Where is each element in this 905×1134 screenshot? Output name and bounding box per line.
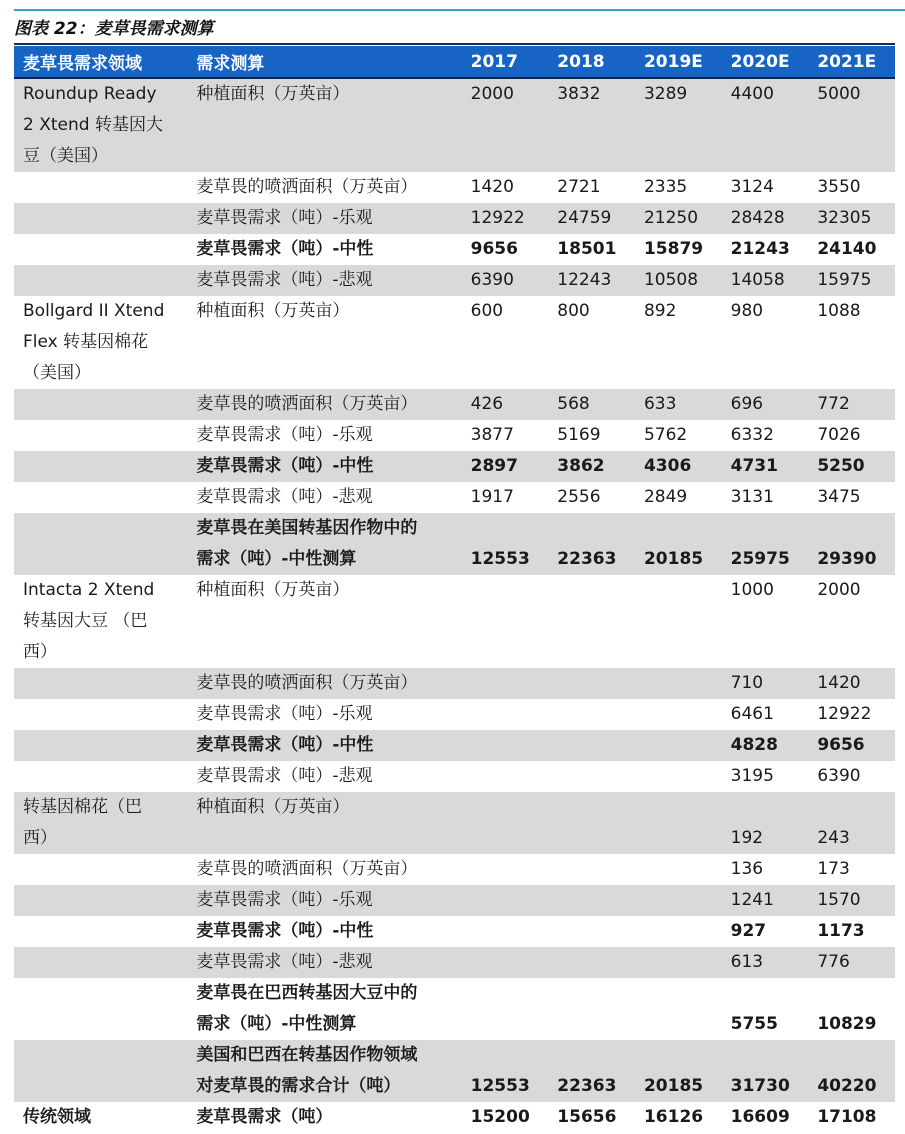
value-cell	[462, 947, 549, 978]
domain-cell	[14, 296, 187, 389]
value-cell: 3131	[730, 487, 774, 507]
calc-cell	[187, 420, 461, 451]
value-cell	[548, 575, 635, 668]
value-cell	[462, 885, 549, 916]
value-cell: 980	[730, 301, 764, 321]
value-cell: 12922	[462, 203, 549, 234]
value-cell	[635, 792, 722, 854]
calc-cell-line: 麦草畏的喷洒面积（万英亩）	[196, 177, 418, 197]
value-cell: 3124	[730, 177, 774, 197]
domain-cell	[14, 389, 187, 420]
domain-cell-line: Roundup Ready	[23, 84, 157, 104]
calc-cell-line: 麦草畏需求（吨）-悲观	[196, 270, 373, 290]
value-cell: 5250	[808, 451, 895, 482]
value-cell: 1420	[808, 668, 895, 699]
table-row	[14, 699, 895, 730]
domain-cell	[14, 513, 187, 575]
table-row	[14, 947, 895, 978]
domain-cell	[14, 78, 187, 172]
calc-cell-line: 种植面积（万英亩）	[196, 797, 350, 817]
value-cell: 3832	[548, 78, 635, 172]
domain-cell	[14, 947, 187, 978]
header-2021e: 2021E	[808, 46, 895, 78]
value-cell: 7026	[817, 425, 861, 445]
domain-cell	[14, 172, 187, 203]
value-cell: 5755	[730, 1014, 778, 1034]
value-cell	[462, 761, 549, 792]
value-cell	[462, 730, 549, 761]
value-cell	[635, 885, 722, 916]
domain-cell-line: 转基因大豆 （巴	[23, 611, 148, 631]
value-cell	[635, 854, 722, 885]
header-2019e: 2019E	[635, 46, 722, 78]
calc-cell-line: 麦草畏需求（吨）-乐观	[196, 208, 373, 228]
value-cell: 15879	[643, 239, 704, 259]
value-cell	[548, 761, 635, 792]
value-cell: 18501	[557, 239, 617, 259]
value-cell: 6390	[817, 766, 861, 786]
domain-cell-line: 豆（美国）	[23, 146, 108, 166]
value-cell: 12243	[548, 265, 635, 296]
value-cell	[635, 730, 722, 761]
value-cell: 776	[808, 947, 895, 978]
value-cell: 2556	[557, 487, 601, 507]
value-cell	[548, 730, 635, 761]
value-cell: 12553	[462, 513, 549, 575]
top-rule	[14, 9, 905, 11]
value-cell	[548, 916, 635, 947]
value-cell: 1241	[722, 885, 809, 916]
value-cell: 20185	[635, 1040, 722, 1102]
domain-cell	[14, 792, 187, 854]
value-cell	[635, 947, 722, 978]
calc-cell	[187, 1102, 461, 1133]
value-cell: 15656	[557, 1107, 617, 1127]
value-cell: 21250	[635, 203, 722, 234]
domain-cell-line: 西）	[23, 642, 57, 662]
domain-cell	[14, 203, 187, 234]
value-cell: 2335	[643, 177, 688, 197]
value-cell: 2849	[643, 487, 688, 507]
calc-cell	[187, 668, 461, 699]
calc-cell-line: 对麦草畏的需求合计（吨）	[196, 1076, 401, 1096]
table-row	[14, 265, 895, 296]
table-row	[14, 1102, 895, 1133]
domain-cell	[14, 1102, 187, 1133]
table-row	[14, 172, 895, 203]
domain-cell-line: 西）	[23, 828, 57, 848]
calc-cell-line: 麦草畏需求（吨）-中性	[196, 921, 374, 941]
value-cell: 173	[817, 859, 850, 879]
value-cell: 1917	[470, 487, 514, 507]
value-cell: 927	[730, 921, 767, 941]
value-cell: 9656	[808, 730, 895, 761]
value-cell: 31730	[722, 1040, 809, 1102]
value-cell: 32305	[808, 203, 895, 234]
value-cell: 16126	[643, 1107, 704, 1127]
header-calc: 需求测算	[187, 46, 461, 78]
value-cell: 1570	[808, 885, 895, 916]
header-2020e: 2020E	[722, 46, 809, 78]
calc-cell	[187, 947, 461, 978]
value-cell	[548, 978, 635, 1040]
value-cell: 600	[470, 301, 504, 321]
title-rule	[14, 43, 895, 45]
value-cell: 710	[722, 668, 809, 699]
value-cell: 6390	[462, 265, 549, 296]
calc-cell	[187, 575, 461, 668]
domain-cell-line: 传统领域	[23, 1107, 91, 1127]
value-cell: 16609	[730, 1107, 790, 1127]
domain-cell-line: 转基因棉花（巴	[23, 797, 142, 817]
calc-cell-line: 种植面积（万英亩）	[196, 84, 350, 104]
table-row	[14, 482, 895, 513]
calc-cell	[187, 172, 461, 203]
calc-cell-line: 美国和巴西在转基因作物领域	[196, 1045, 418, 1065]
calc-cell-line: 麦草畏在美国转基因作物中的	[196, 518, 418, 538]
table-row	[14, 668, 895, 699]
value-cell	[462, 978, 549, 1040]
value-cell: 24140	[817, 239, 877, 259]
calc-cell	[187, 978, 461, 1040]
domain-cell-line: （美国）	[23, 363, 91, 383]
value-cell	[548, 668, 635, 699]
value-cell: 10508	[635, 265, 722, 296]
value-cell: 12922	[817, 704, 872, 724]
value-cell: 633	[635, 389, 722, 420]
table-row	[14, 451, 895, 482]
table-row	[14, 513, 895, 575]
domain-cell	[14, 699, 187, 730]
header-domain: 麦草畏需求领域	[14, 46, 187, 78]
value-cell: 192	[722, 792, 809, 854]
domain-cell	[14, 885, 187, 916]
value-cell: 4731	[722, 451, 809, 482]
header-row	[14, 46, 895, 78]
value-cell: 2897	[462, 451, 549, 482]
value-cell: 3550	[817, 177, 861, 197]
value-cell	[462, 854, 549, 885]
domain-cell	[14, 668, 187, 699]
calc-cell	[187, 1040, 461, 1102]
value-cell: 12553	[462, 1040, 549, 1102]
domain-cell	[14, 854, 187, 885]
domain-cell	[14, 265, 187, 296]
calc-cell-line: 麦草畏需求（吨）-中性	[196, 735, 374, 755]
value-cell: 243	[808, 792, 895, 854]
domain-cell	[14, 761, 187, 792]
value-cell: 6461	[730, 704, 774, 724]
value-cell: 2000	[817, 580, 861, 600]
calc-cell	[187, 203, 461, 234]
value-cell: 772	[808, 389, 895, 420]
value-cell: 3877	[470, 425, 514, 445]
domain-cell	[14, 575, 187, 668]
domain-cell-line: Flex 转基因棉花	[23, 332, 149, 352]
table-row	[14, 1040, 895, 1102]
value-cell	[548, 885, 635, 916]
calc-cell-line: 麦草畏需求（吨）-悲观	[196, 487, 373, 507]
value-cell: 5762	[643, 425, 688, 445]
calc-cell-line: 麦草畏需求（吨）-中性	[196, 456, 374, 476]
value-cell: 696	[722, 389, 809, 420]
value-cell: 24759	[548, 203, 635, 234]
value-cell: 3289	[635, 78, 722, 172]
value-cell: 2000	[462, 78, 549, 172]
value-cell: 15200	[470, 1107, 530, 1127]
value-cell: 40220	[808, 1040, 895, 1102]
domain-cell	[14, 451, 187, 482]
value-cell	[462, 575, 549, 668]
table-row	[14, 296, 895, 389]
value-cell: 17108	[817, 1107, 877, 1127]
calc-cell-line: 需求（吨）-中性测算	[196, 549, 357, 569]
calc-cell-line: 麦草畏需求（吨）-悲观	[196, 766, 373, 786]
value-cell: 5169	[557, 425, 601, 445]
value-cell: 1173	[817, 921, 865, 941]
calc-cell	[187, 885, 461, 916]
value-cell	[635, 978, 722, 1040]
value-cell: 22363	[548, 1040, 635, 1102]
value-cell	[462, 916, 549, 947]
value-cell: 20185	[635, 513, 722, 575]
value-cell: 9656	[470, 239, 518, 259]
value-cell	[635, 575, 722, 668]
value-cell	[548, 792, 635, 854]
table-row	[14, 234, 895, 265]
calc-cell	[187, 854, 461, 885]
calc-cell-line: 麦草畏需求（吨）-乐观	[196, 425, 373, 445]
calc-cell	[187, 699, 461, 730]
table-row	[14, 203, 895, 234]
table-row	[14, 78, 895, 172]
value-cell: 3862	[548, 451, 635, 482]
value-cell	[635, 916, 722, 947]
calc-cell-line: 麦草畏的喷洒面积（万英亩）	[196, 859, 418, 879]
value-cell: 6332	[730, 425, 774, 445]
value-cell: 2721	[557, 177, 601, 197]
value-cell: 1000	[730, 580, 774, 600]
calc-cell	[187, 916, 461, 947]
domain-cell	[14, 420, 187, 451]
value-cell	[635, 761, 722, 792]
table-row	[14, 854, 895, 885]
calc-cell	[187, 513, 461, 575]
value-cell: 21243	[730, 239, 790, 259]
value-cell: 4828	[722, 730, 809, 761]
calc-cell	[187, 78, 461, 172]
domain-cell-line: Intacta 2 Xtend	[23, 580, 155, 600]
domain-cell	[14, 730, 187, 761]
value-cell	[462, 699, 549, 730]
calc-cell	[187, 451, 461, 482]
calc-cell	[187, 296, 461, 389]
value-cell: 10829	[817, 1014, 877, 1034]
value-cell: 136	[730, 859, 764, 879]
table-row	[14, 792, 895, 854]
domain-cell	[14, 1040, 187, 1102]
table-row	[14, 916, 895, 947]
value-cell: 568	[548, 389, 635, 420]
value-cell	[635, 668, 722, 699]
calc-cell-line: 麦草畏需求（吨）-悲观	[196, 952, 373, 972]
header-2018: 2018	[548, 46, 635, 78]
domain-cell	[14, 978, 187, 1040]
value-cell: 4306	[635, 451, 722, 482]
domain-cell	[14, 916, 187, 947]
calc-cell	[187, 234, 461, 265]
calc-cell	[187, 389, 461, 420]
value-cell	[635, 699, 722, 730]
calc-cell-line: 麦草畏在巴西转基因大豆中的	[196, 983, 418, 1003]
calc-cell	[187, 792, 461, 854]
value-cell: 14058	[722, 265, 809, 296]
calc-cell-line: 麦草畏的喷洒面积（万英亩）	[196, 394, 418, 414]
table-row	[14, 978, 895, 1040]
calc-cell-line: 需求（吨）-中性测算	[196, 1014, 357, 1034]
value-cell: 15975	[808, 265, 895, 296]
value-cell: 28428	[722, 203, 809, 234]
calc-cell-line: 种植面积（万英亩）	[196, 580, 350, 600]
value-cell: 613	[722, 947, 809, 978]
figure-title: 图表 22：麦草畏需求测算	[14, 19, 214, 39]
table-row	[14, 761, 895, 792]
value-cell: 800	[557, 301, 590, 321]
calc-cell	[187, 482, 461, 513]
value-cell: 25975	[722, 513, 809, 575]
table-row	[14, 730, 895, 761]
domain-cell	[14, 482, 187, 513]
table-row	[14, 420, 895, 451]
value-cell	[548, 699, 635, 730]
calc-cell-line: 麦草畏的喷洒面积（万英亩）	[196, 673, 418, 693]
value-cell: 5000	[808, 78, 895, 172]
value-cell: 22363	[548, 513, 635, 575]
value-cell: 3475	[817, 487, 861, 507]
value-cell: 3195	[730, 766, 774, 786]
calc-cell-line: 麦草畏需求（吨）-中性	[196, 239, 374, 259]
domain-cell-line: Bollgard II Xtend	[23, 301, 165, 321]
value-cell: 426	[462, 389, 549, 420]
value-cell: 1420	[470, 177, 514, 197]
calc-cell	[187, 265, 461, 296]
table-row	[14, 389, 895, 420]
value-cell	[462, 792, 549, 854]
table-row	[14, 575, 895, 668]
calc-cell-line: 麦草畏需求（吨）-乐观	[196, 890, 373, 910]
value-cell: 1088	[817, 301, 861, 321]
value-cell: 29390	[808, 513, 895, 575]
domain-cell-line: 2 Xtend 转基因大	[23, 115, 163, 135]
glyphosate-demand-table	[14, 46, 895, 1133]
domain-cell	[14, 234, 187, 265]
value-cell: 892	[643, 301, 677, 321]
calc-cell-line: 麦草畏需求（吨）	[196, 1107, 333, 1127]
header-2017: 2017	[462, 46, 549, 78]
calc-cell-line: 种植面积（万英亩）	[196, 301, 350, 321]
value-cell	[548, 854, 635, 885]
calc-cell	[187, 761, 461, 792]
calc-cell	[187, 730, 461, 761]
value-cell: 4400	[722, 78, 809, 172]
value-cell	[548, 947, 635, 978]
calc-cell-line: 麦草畏需求（吨）-乐观	[196, 704, 373, 724]
table-row	[14, 885, 895, 916]
value-cell	[462, 668, 549, 699]
